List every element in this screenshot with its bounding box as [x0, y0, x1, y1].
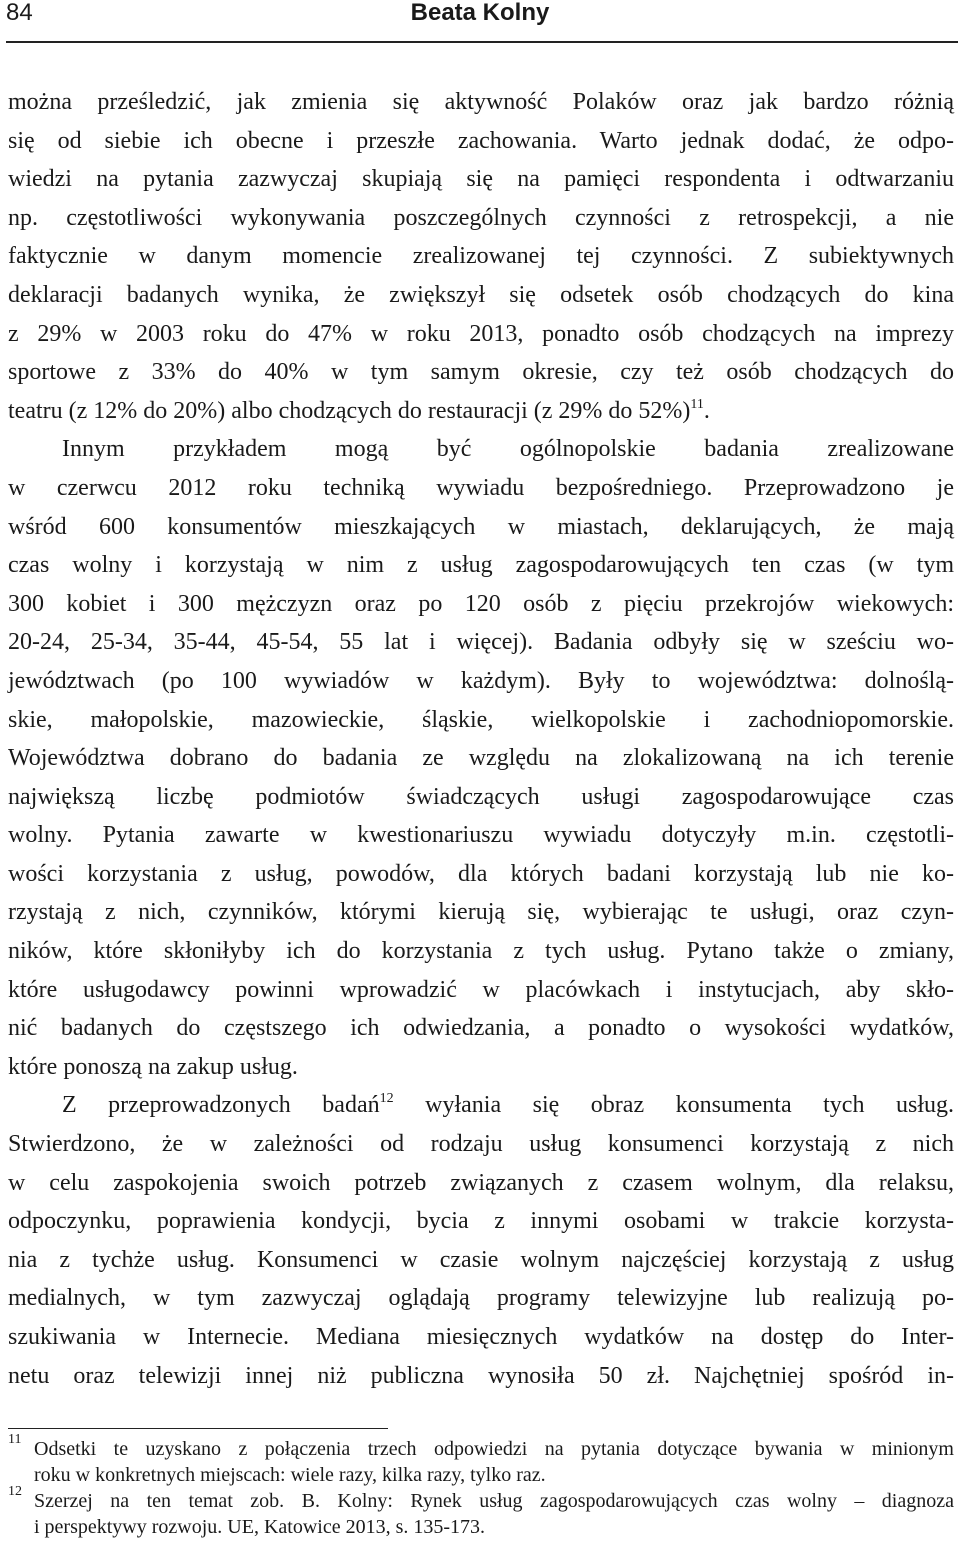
body-line-text: Z przeprowadzonych badań: [62, 1092, 380, 1119]
body-line: szukiwania w Internecie. Mediana miesięcznych wydatków na dostęp do Inter-: [8, 1324, 954, 1350]
footnote-number: 11: [8, 1432, 22, 1447]
body-line: faktycznie w danym momencie zrealizowanej tej czynności. Z subiektywnych: [8, 243, 954, 270]
body-line: wości korzystania z usług, powodów, dla których badani korzystają lub nie ko-: [8, 860, 954, 887]
footnote-ref-12: 12: [379, 1091, 394, 1107]
body-line: wiedzi na pytania zazwyczaj skupiają się na pamięci respondenta i odtwarzaniu: [8, 166, 954, 193]
footnote-12: [8, 1484, 954, 1540]
footnote-number: 12: [8, 1484, 22, 1499]
body-line: w celu zaspokojenia swoich potrzeb związanych z czasem wolnym, dla relaksu,: [8, 1169, 954, 1196]
running-head-author: Beata Kolny: [410, 0, 550, 26]
body-line-text: teatru (z 12% do 20%) albo chodzących do restauracji (z 29% do 52%): [8, 397, 691, 424]
body-line: sportowe z 33% do 40% w tym samym okresie, czy też osób chodzących do: [8, 359, 954, 386]
body-line: Województwa dobrano do badania ze względu na zlokalizowaną na ich terenie: [8, 745, 954, 772]
header-rule: [6, 41, 958, 43]
body-line: ników, które skłoniłyby ich do korzystania z tych usług. Pytano także o zmiany,: [8, 938, 954, 965]
body-text: [8, 83, 954, 1395]
body-line: które usługodawcy powinni wprowadzić w placówkach i instytucjach, aby skło-: [8, 976, 954, 1003]
body-line: rzystają z nich, czynników, którymi kierują się, wybierając te usługi, oraz czyn-: [8, 899, 954, 926]
body-line: się od siebie ich obecne i przeszłe zachowania. Warto jednak dodać, że odpo-: [8, 127, 954, 154]
body-line: które ponoszą na zakup usług.: [8, 1053, 298, 1080]
body-line: nić badanych do częstszego ich odwiedzania, a ponadto o wysokości wydatków,: [8, 1015, 954, 1042]
body-line: wolny. Pytania zawarte w kwestionariuszu wywiadu dotyczyły m.in. częstotli-: [8, 822, 954, 849]
body-line-text: wyłania się obraz konsumenta tych usług.: [425, 1092, 954, 1119]
body-line: skie, małopolskie, mazowieckie, śląskie, wielkopolskie i zachodniopomorskie.: [8, 706, 954, 733]
body-line: czas wolny i korzystają w nim z usług zagospodarowujących ten czas (w tym: [8, 552, 954, 579]
body-line: np. częstotliwości wykonywania poszczególnych czynności z retrospekcji, a nie: [8, 204, 954, 231]
footnote-11: [8, 1432, 954, 1488]
footnote-ref-11: 11: [690, 396, 704, 412]
body-line: 300 kobiet i 300 mężczyzn oraz po 120 osób z pięciu przekrojów wiekowych:: [8, 590, 954, 617]
footnote-line: Szerzej na ten temat zob. B. Kolny: Rynek usług zagospodarowujących czas wolny – diagnoza: [34, 1490, 954, 1512]
footnote-line: Odsetki te uzyskano z połączenia trzech odpowiedzi na pytania dotyczące bywania w minionym: [34, 1438, 954, 1460]
body-line: nia z tychże usług. Konsumenci w czasie wolnym najczęściej korzystają z usług: [8, 1246, 954, 1273]
body-line: można prześledzić, jak zmienia się aktywność Polaków oraz jak bardzo różnią: [8, 89, 954, 115]
body-line: jewództwach (po 100 wywiadów w każdym). Były to województwa: dolnoślą-: [8, 667, 954, 694]
body-line: w czerwcu 2012 roku techniką wywiadu bezpośredniego. Przeprowadzono je: [8, 474, 954, 501]
body-line: Stwierdzono, że w zależności od rodzaju usług konsumenci korzystają z nich: [8, 1131, 954, 1158]
body-line: [8, 392, 954, 431]
body-line: 20-24, 25-34, 35-44, 45-54, 55 lat i więcej). Badania odbyły się w sześciu wo-: [8, 629, 954, 656]
footnote-line: i perspektywy rozwoju. UE, Katowice 2013, s. 135-173.: [34, 1516, 486, 1538]
page-number: 84: [6, 0, 33, 26]
footnote-separator: [8, 1428, 388, 1429]
body-line: [8, 1086, 954, 1125]
body-line: największą liczbę podmiotów świadczących usługi zagospodarowujące czas: [8, 783, 954, 810]
body-line: wśród 600 konsumentów mieszkających w miastach, deklarujących, że mają: [8, 513, 954, 540]
body-line: z 29% w 2003 roku do 47% w roku 2013, ponadto osób chodzących na imprezy: [8, 320, 954, 347]
footnotes: [8, 1432, 954, 1540]
body-line: medialnych, w tym zazwyczaj oglądają programy telewizyjne lub realizują po-: [8, 1285, 954, 1312]
body-line: Innym przykładem mogą być ogólnopolskie badania zrealizowane: [62, 436, 954, 463]
body-line: deklaracji badanych wynika, że zwiększył się odsetek osób chodzących do kina: [8, 281, 954, 308]
body-line: netu oraz telewizji innej niż publiczna wynosiła 50 zł. Najchętniej spośród in-: [8, 1362, 954, 1389]
body-line: odpoczynku, poprawienia kondycji, bycia z innymi osobami w trakcie korzysta-: [8, 1208, 954, 1235]
footnote-line: roku w konkretnych miejscach: wiele razy, kilka razy, tylko raz.: [34, 1464, 546, 1486]
footnote-ref-period: .: [703, 397, 710, 424]
page-header: [0, 0, 960, 44]
